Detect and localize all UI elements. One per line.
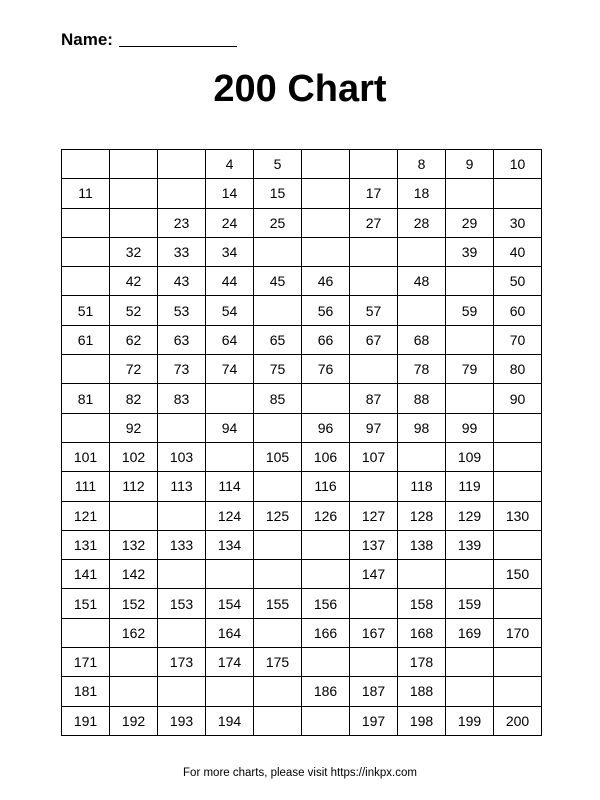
grid-cell: 42 xyxy=(110,267,158,296)
grid-cell: 44 xyxy=(206,267,254,296)
grid-cell xyxy=(254,560,302,589)
page-title: 200 Chart xyxy=(213,68,387,110)
grid-cell: 45 xyxy=(254,267,302,296)
grid-cell: 48 xyxy=(398,267,446,296)
grid-cell xyxy=(446,325,494,354)
grid-cell: 181 xyxy=(62,677,110,706)
grid-cell: 53 xyxy=(158,296,206,325)
grid-cell: 24 xyxy=(206,208,254,237)
grid-row xyxy=(62,208,542,237)
number-grid-body xyxy=(62,150,542,736)
grid-cell xyxy=(206,677,254,706)
grid-cell: 96 xyxy=(302,413,350,442)
grid-cell: 99 xyxy=(446,413,494,442)
grid-cell: 68 xyxy=(398,325,446,354)
grid-cell: 127 xyxy=(350,501,398,530)
grid-cell: 197 xyxy=(350,706,398,735)
grid-cell: 81 xyxy=(62,384,110,413)
grid-cell: 73 xyxy=(158,355,206,384)
grid-cell: 187 xyxy=(350,677,398,706)
grid-row xyxy=(62,150,542,179)
grid-cell xyxy=(398,296,446,325)
grid-row xyxy=(62,442,542,471)
grid-cell xyxy=(158,618,206,647)
grid-cell xyxy=(302,208,350,237)
grid-cell: 133 xyxy=(158,530,206,559)
grid-cell xyxy=(158,501,206,530)
grid-cell: 97 xyxy=(350,413,398,442)
grid-cell xyxy=(158,150,206,179)
grid-cell xyxy=(110,677,158,706)
grid-cell: 67 xyxy=(350,325,398,354)
grid-cell: 25 xyxy=(254,208,302,237)
grid-cell: 126 xyxy=(302,501,350,530)
grid-cell: 27 xyxy=(350,208,398,237)
grid-cell: 30 xyxy=(494,208,542,237)
grid-cell: 70 xyxy=(494,325,542,354)
grid-cell xyxy=(206,442,254,471)
grid-cell: 118 xyxy=(398,472,446,501)
grid-cell: 192 xyxy=(110,706,158,735)
grid-cell xyxy=(110,208,158,237)
grid-cell: 130 xyxy=(494,501,542,530)
grid-cell xyxy=(62,150,110,179)
grid-cell: 66 xyxy=(302,325,350,354)
grid-cell: 125 xyxy=(254,501,302,530)
grid-cell: 29 xyxy=(446,208,494,237)
grid-cell: 4 xyxy=(206,150,254,179)
grid-cell: 150 xyxy=(494,560,542,589)
grid-cell: 40 xyxy=(494,237,542,266)
grid-cell: 90 xyxy=(494,384,542,413)
grid-cell xyxy=(254,413,302,442)
grid-cell: 76 xyxy=(302,355,350,384)
grid-cell: 134 xyxy=(206,530,254,559)
grid-cell xyxy=(254,472,302,501)
grid-row xyxy=(62,179,542,208)
grid-row xyxy=(62,501,542,530)
grid-cell xyxy=(302,648,350,677)
grid-cell: 114 xyxy=(206,472,254,501)
grid-cell xyxy=(446,179,494,208)
grid-cell: 138 xyxy=(398,530,446,559)
grid-cell xyxy=(62,618,110,647)
grid-cell: 9 xyxy=(446,150,494,179)
grid-cell: 74 xyxy=(206,355,254,384)
grid-cell xyxy=(350,648,398,677)
grid-cell xyxy=(494,530,542,559)
grid-cell xyxy=(350,589,398,618)
grid-cell: 32 xyxy=(110,237,158,266)
grid-cell: 139 xyxy=(446,530,494,559)
grid-cell xyxy=(494,413,542,442)
grid-cell xyxy=(62,208,110,237)
grid-cell: 119 xyxy=(446,472,494,501)
grid-row xyxy=(62,648,542,677)
grid-cell: 112 xyxy=(110,472,158,501)
grid-cell xyxy=(494,648,542,677)
grid-cell: 129 xyxy=(446,501,494,530)
grid-row xyxy=(62,706,542,735)
grid-cell xyxy=(110,501,158,530)
grid-cell: 105 xyxy=(254,442,302,471)
grid-cell: 18 xyxy=(398,179,446,208)
grid-cell: 152 xyxy=(110,589,158,618)
grid-cell: 17 xyxy=(350,179,398,208)
grid-cell xyxy=(110,179,158,208)
grid-cell xyxy=(446,267,494,296)
grid-cell xyxy=(302,179,350,208)
grid-cell xyxy=(350,237,398,266)
grid-cell: 109 xyxy=(446,442,494,471)
grid-cell: 80 xyxy=(494,355,542,384)
grid-cell xyxy=(302,706,350,735)
grid-row xyxy=(62,267,542,296)
grid-cell: 10 xyxy=(494,150,542,179)
grid-cell: 56 xyxy=(302,296,350,325)
grid-cell xyxy=(446,677,494,706)
grid-cell: 166 xyxy=(302,618,350,647)
grid-cell: 142 xyxy=(110,560,158,589)
grid-cell xyxy=(398,237,446,266)
grid-cell: 153 xyxy=(158,589,206,618)
grid-cell xyxy=(398,560,446,589)
grid-cell: 51 xyxy=(62,296,110,325)
grid-row xyxy=(62,325,542,354)
grid-cell: 92 xyxy=(110,413,158,442)
grid-cell xyxy=(158,677,206,706)
grid-cell xyxy=(158,560,206,589)
grid-cell xyxy=(254,296,302,325)
grid-cell: 11 xyxy=(62,179,110,208)
grid-cell: 116 xyxy=(302,472,350,501)
grid-row xyxy=(62,296,542,325)
grid-cell xyxy=(446,648,494,677)
grid-cell: 14 xyxy=(206,179,254,208)
grid-cell: 121 xyxy=(62,501,110,530)
grid-cell: 52 xyxy=(110,296,158,325)
grid-cell xyxy=(302,150,350,179)
grid-cell: 5 xyxy=(254,150,302,179)
grid-row xyxy=(62,530,542,559)
grid-cell: 15 xyxy=(254,179,302,208)
grid-cell xyxy=(110,150,158,179)
grid-cell: 64 xyxy=(206,325,254,354)
grid-cell: 167 xyxy=(350,618,398,647)
grid-cell: 63 xyxy=(158,325,206,354)
grid-cell xyxy=(62,413,110,442)
grid-cell: 102 xyxy=(110,442,158,471)
grid-cell: 39 xyxy=(446,237,494,266)
grid-cell: 83 xyxy=(158,384,206,413)
grid-cell: 158 xyxy=(398,589,446,618)
grid-cell: 169 xyxy=(446,618,494,647)
grid-cell xyxy=(302,237,350,266)
grid-cell: 82 xyxy=(110,384,158,413)
grid-cell: 61 xyxy=(62,325,110,354)
grid-cell xyxy=(494,472,542,501)
grid-cell xyxy=(350,472,398,501)
grid-cell xyxy=(254,237,302,266)
grid-cell: 43 xyxy=(158,267,206,296)
grid-cell: 62 xyxy=(110,325,158,354)
grid-cell: 106 xyxy=(302,442,350,471)
grid-cell xyxy=(62,355,110,384)
number-grid xyxy=(61,149,542,736)
grid-cell xyxy=(302,560,350,589)
grid-cell xyxy=(158,179,206,208)
grid-cell: 141 xyxy=(62,560,110,589)
grid-row xyxy=(62,413,542,442)
grid-row xyxy=(62,589,542,618)
grid-row xyxy=(62,237,542,266)
grid-cell: 28 xyxy=(398,208,446,237)
grid-cell xyxy=(254,618,302,647)
grid-cell: 94 xyxy=(206,413,254,442)
grid-cell: 199 xyxy=(446,706,494,735)
grid-cell: 173 xyxy=(158,648,206,677)
grid-cell: 137 xyxy=(350,530,398,559)
grid-cell xyxy=(254,677,302,706)
grid-cell xyxy=(62,267,110,296)
grid-cell: 164 xyxy=(206,618,254,647)
grid-cell xyxy=(110,648,158,677)
grid-cell: 154 xyxy=(206,589,254,618)
grid-cell: 50 xyxy=(494,267,542,296)
grid-cell xyxy=(494,589,542,618)
grid-cell: 78 xyxy=(398,355,446,384)
grid-cell: 131 xyxy=(62,530,110,559)
grid-cell xyxy=(206,560,254,589)
grid-row xyxy=(62,384,542,413)
grid-cell xyxy=(254,706,302,735)
grid-cell: 88 xyxy=(398,384,446,413)
grid-cell: 200 xyxy=(494,706,542,735)
grid-cell: 171 xyxy=(62,648,110,677)
grid-cell xyxy=(398,442,446,471)
grid-cell xyxy=(254,530,302,559)
grid-cell: 85 xyxy=(254,384,302,413)
name-label: Name: xyxy=(61,30,113,49)
grid-cell xyxy=(206,384,254,413)
grid-cell: 65 xyxy=(254,325,302,354)
grid-cell xyxy=(494,677,542,706)
grid-cell xyxy=(446,560,494,589)
name-blank-line xyxy=(119,46,237,47)
grid-row xyxy=(62,472,542,501)
grid-cell: 101 xyxy=(62,442,110,471)
grid-cell: 59 xyxy=(446,296,494,325)
grid-cell xyxy=(302,530,350,559)
grid-cell xyxy=(62,237,110,266)
grid-cell: 103 xyxy=(158,442,206,471)
grid-cell: 188 xyxy=(398,677,446,706)
grid-cell: 107 xyxy=(350,442,398,471)
grid-cell: 111 xyxy=(62,472,110,501)
grid-cell: 162 xyxy=(110,618,158,647)
grid-cell: 54 xyxy=(206,296,254,325)
grid-cell: 34 xyxy=(206,237,254,266)
grid-cell: 186 xyxy=(302,677,350,706)
footer-text: For more charts, please visit https://inkpx.com xyxy=(183,767,417,779)
grid-cell: 175 xyxy=(254,648,302,677)
grid-cell xyxy=(350,267,398,296)
grid-cell: 113 xyxy=(158,472,206,501)
grid-cell: 159 xyxy=(446,589,494,618)
grid-cell: 57 xyxy=(350,296,398,325)
grid-cell: 147 xyxy=(350,560,398,589)
grid-cell: 128 xyxy=(398,501,446,530)
grid-cell: 178 xyxy=(398,648,446,677)
grid-cell: 46 xyxy=(302,267,350,296)
grid-cell: 124 xyxy=(206,501,254,530)
grid-cell: 8 xyxy=(398,150,446,179)
grid-cell xyxy=(350,150,398,179)
grid-cell: 23 xyxy=(158,208,206,237)
grid-cell: 156 xyxy=(302,589,350,618)
grid-cell: 155 xyxy=(254,589,302,618)
grid-cell: 87 xyxy=(350,384,398,413)
grid-cell: 174 xyxy=(206,648,254,677)
grid-cell xyxy=(494,442,542,471)
grid-cell xyxy=(302,384,350,413)
grid-row xyxy=(62,560,542,589)
grid-cell xyxy=(446,384,494,413)
grid-cell: 193 xyxy=(158,706,206,735)
grid-cell: 75 xyxy=(254,355,302,384)
name-field xyxy=(61,28,237,50)
grid-cell: 191 xyxy=(62,706,110,735)
grid-cell: 79 xyxy=(446,355,494,384)
grid-cell: 170 xyxy=(494,618,542,647)
grid-row xyxy=(62,677,542,706)
grid-cell: 132 xyxy=(110,530,158,559)
grid-cell xyxy=(350,355,398,384)
grid-row xyxy=(62,355,542,384)
grid-cell xyxy=(158,413,206,442)
grid-cell: 98 xyxy=(398,413,446,442)
grid-cell: 194 xyxy=(206,706,254,735)
grid-cell: 72 xyxy=(110,355,158,384)
grid-cell: 151 xyxy=(62,589,110,618)
grid-cell: 198 xyxy=(398,706,446,735)
grid-cell: 60 xyxy=(494,296,542,325)
grid-cell: 168 xyxy=(398,618,446,647)
grid-cell xyxy=(494,179,542,208)
grid-row xyxy=(62,618,542,647)
grid-cell: 33 xyxy=(158,237,206,266)
